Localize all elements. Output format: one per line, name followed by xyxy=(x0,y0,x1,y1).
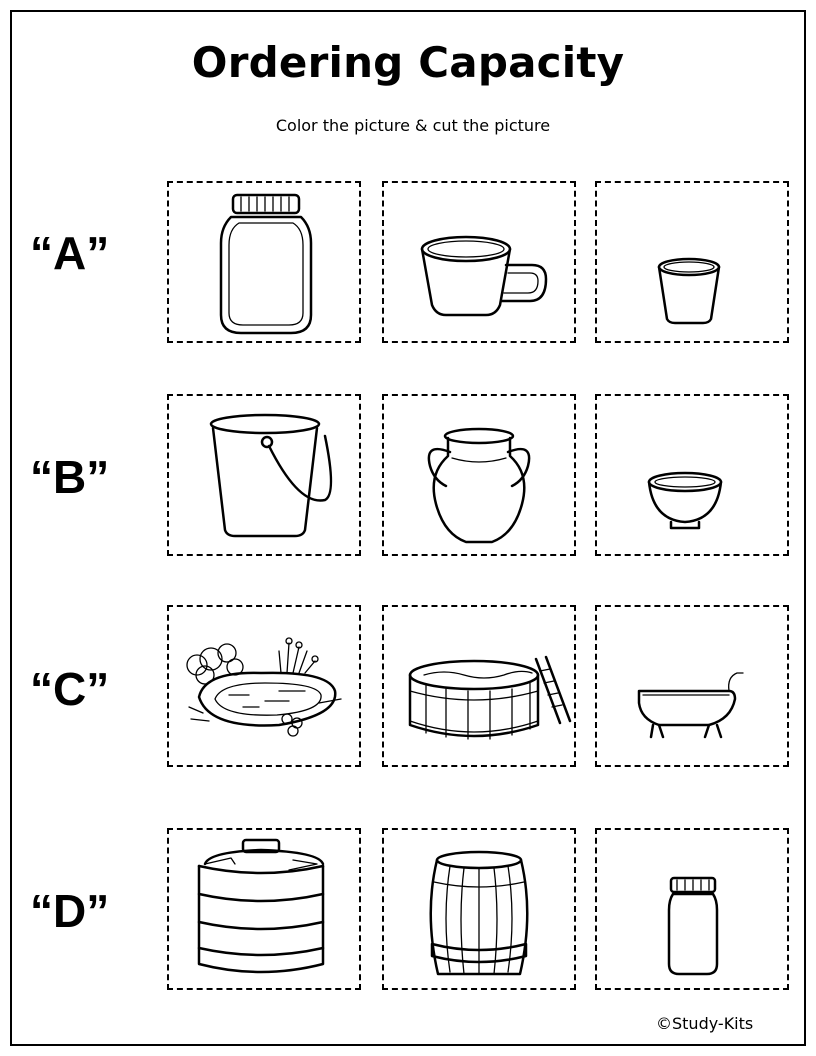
bowl-icon xyxy=(597,396,787,554)
small-jar-icon xyxy=(597,830,787,988)
mug-icon xyxy=(384,183,574,341)
pond-icon xyxy=(169,607,359,765)
jar-icon xyxy=(169,183,359,341)
copyright-notice: ©Study-Kits xyxy=(656,1014,754,1033)
pool-icon xyxy=(384,607,574,765)
card-d2[interactable] xyxy=(382,828,576,990)
card-c2[interactable] xyxy=(382,605,576,767)
row-label-b: “B” xyxy=(30,451,110,503)
row-label-d: “D” xyxy=(30,885,110,937)
row-label-c: “C” xyxy=(30,663,110,715)
card-a1[interactable] xyxy=(167,181,361,343)
bucket-icon xyxy=(169,396,359,554)
cup-icon xyxy=(597,183,787,341)
card-a2[interactable] xyxy=(382,181,576,343)
card-b1[interactable] xyxy=(167,394,361,556)
card-c1[interactable] xyxy=(167,605,361,767)
card-a3[interactable] xyxy=(595,181,789,343)
card-c3[interactable] xyxy=(595,605,789,767)
card-b3[interactable] xyxy=(595,394,789,556)
water-tank-icon xyxy=(169,830,359,988)
vase-icon xyxy=(384,396,574,554)
card-d1[interactable] xyxy=(167,828,361,990)
worksheet-title: Ordering Capacity xyxy=(191,38,625,87)
worksheet-instruction: Color the picture & cut the picture xyxy=(275,116,551,135)
row-label-a: “A” xyxy=(30,227,110,279)
card-b2[interactable] xyxy=(382,394,576,556)
card-d3[interactable] xyxy=(595,828,789,990)
barrel-icon xyxy=(384,830,574,988)
bathtub-icon xyxy=(597,607,787,765)
